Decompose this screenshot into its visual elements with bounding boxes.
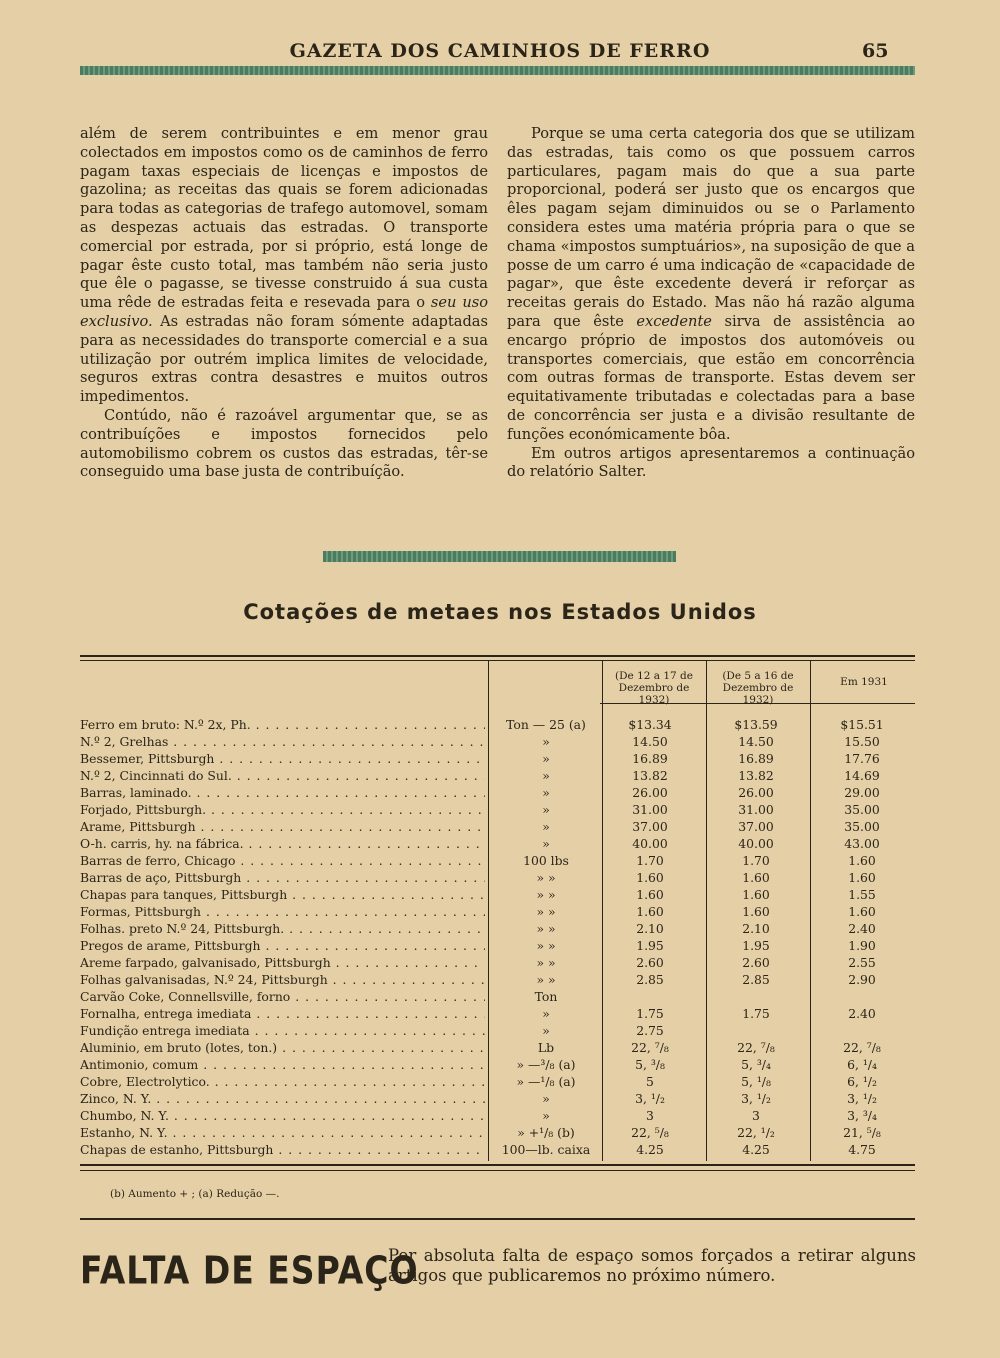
row-value-3: 1.90 xyxy=(848,938,876,953)
row-name: Zinco, N. Y. . . . xyxy=(80,1091,485,1106)
row-name: Ferro em bruto: N.º 2x, Ph. . . . xyxy=(80,717,485,732)
article-right-paragraph-2: Em outros artigos apresentaremos a continuação do relatório Salter. xyxy=(507,444,915,481)
row-name: Folhas galvanisadas, N.º 24, Pittsburgh . . . xyxy=(80,972,485,987)
row-value-2: 2.85 xyxy=(742,972,770,987)
row-value-1: 2.75 xyxy=(636,1023,664,1038)
row-value-3: 15.50 xyxy=(844,734,880,749)
row-value-1: 5 xyxy=(646,1074,654,1089)
table-row xyxy=(0,853,1000,870)
row-value-2: 16.89 xyxy=(738,751,774,766)
row-value-1: 31.00 xyxy=(632,802,668,817)
article-column-left xyxy=(80,125,488,482)
row-value-2: 5, ¹/₈ xyxy=(741,1074,771,1089)
row-unit: » » xyxy=(536,887,556,902)
table-row xyxy=(0,1006,1000,1023)
row-unit: Ton — 25 (a) xyxy=(506,717,586,732)
row-unit: » xyxy=(542,802,550,817)
row-value-1: 14.50 xyxy=(632,734,668,749)
text-run: sirva de assistência ao encargo próprio de impostos dos automóveis ou transportes comerciais, que estão em concorrência com outras formas de transporte. Estas devem ser equitativamente tributadas e colectadas para a base de concorrência ser justa e a divisão resultante de funções económicamente bôa. xyxy=(507,312,915,443)
table-bottom-rule-thin xyxy=(80,1170,915,1171)
row-value-3: 14.69 xyxy=(844,768,880,783)
row-value-2: 1.60 xyxy=(742,870,770,885)
row-name: Fornalha, entrega imediata . . . xyxy=(80,1006,485,1021)
table-row xyxy=(0,989,1000,1006)
row-name: Fundição entrega imediata . . . xyxy=(80,1023,485,1038)
row-value-2: 22, ⁷/₈ xyxy=(737,1040,775,1055)
row-value-1: 1.60 xyxy=(636,870,664,885)
row-value-2: 37.00 xyxy=(738,819,774,834)
row-value-2: 13.82 xyxy=(738,768,774,783)
table-row xyxy=(0,802,1000,819)
article-column-right xyxy=(507,125,915,482)
article-left-paragraph-2: Contúdo, não é razoável argumentar que, se as contribuíções e impostos fornecidos pelo automobilismo cobrem os custos das estradas, têr-se conseguido uma base justa de contribuíção. xyxy=(80,406,488,481)
row-value-3: 1.60 xyxy=(848,853,876,868)
row-unit: » xyxy=(542,751,550,766)
row-name: Pregos de arame, Pittsburgh . . . xyxy=(80,938,485,953)
page-number: 65 xyxy=(862,40,889,62)
table-row xyxy=(0,717,1000,734)
row-name: N.º 2, Cincinnati do Sul. . . . xyxy=(80,768,485,783)
row-value-3: 35.00 xyxy=(844,819,880,834)
table-row xyxy=(0,734,1000,751)
row-value-1: 37.00 xyxy=(632,819,668,834)
row-value-3: 6, ¹/₄ xyxy=(847,1057,877,1072)
row-value-3: 43.00 xyxy=(844,836,880,851)
row-name: Chapas de estanho, Pittsburgh . . . xyxy=(80,1142,485,1157)
row-value-1: $13.34 xyxy=(628,717,672,732)
row-unit: » xyxy=(542,785,550,800)
row-name: Barras, laminado. . . . xyxy=(80,785,485,800)
row-value-1: 1.70 xyxy=(636,853,664,868)
row-unit: » » xyxy=(536,904,556,919)
row-value-1: 16.89 xyxy=(632,751,668,766)
table-row xyxy=(0,751,1000,768)
column-header-2: (De 5 a 16 de Dezembro de 1932) xyxy=(722,670,794,706)
row-value-3: 2.40 xyxy=(848,921,876,936)
row-value-3: 4.75 xyxy=(848,1142,876,1157)
row-value-3: 3, ³/₄ xyxy=(847,1108,877,1123)
row-name: Arame, Pittsburgh . . . xyxy=(80,819,485,834)
notice-text: Por absoluta falta de espaço somos forçados a retirar alguns artigos que publicaremos no próximo número. xyxy=(388,1246,916,1285)
row-value-3: 35.00 xyxy=(844,802,880,817)
row-value-2: 2.60 xyxy=(742,955,770,970)
row-value-1: 13.82 xyxy=(632,768,668,783)
row-value-1: 2.60 xyxy=(636,955,664,970)
table-bottom-rule xyxy=(80,1164,915,1166)
row-unit: Lb xyxy=(537,1040,555,1055)
row-value-2: 1.75 xyxy=(742,1006,770,1021)
row-value-3: 17.76 xyxy=(844,751,880,766)
row-unit: » xyxy=(542,1108,550,1123)
row-name: Forjado, Pittsburgh. . . . xyxy=(80,802,485,817)
header-rule xyxy=(80,66,915,75)
column-header-1: (De 12 a 17 de Dezembro de 1932) xyxy=(615,670,693,706)
row-value-3: 1.60 xyxy=(848,870,876,885)
row-value-1: 5, ³/₈ xyxy=(635,1057,665,1072)
row-unit: » —¹/₈ (a) xyxy=(516,1074,576,1089)
row-name: Chapas para tanques, Pittsburgh . . . xyxy=(80,887,485,902)
row-name: Estanho, N. Y. . . . xyxy=(80,1125,485,1140)
row-name: O-h. carris, hy. na fábrica. . . . xyxy=(80,836,485,851)
notice-rule xyxy=(80,1218,915,1220)
row-value-3: 2.55 xyxy=(848,955,876,970)
row-value-1: 1.60 xyxy=(636,887,664,902)
table-row xyxy=(0,955,1000,972)
row-name: Antimonio, comum . . . xyxy=(80,1057,485,1072)
row-name: Barras de ferro, Chicago . . . xyxy=(80,853,485,868)
row-unit: » » xyxy=(536,938,556,953)
row-value-3: 1.55 xyxy=(848,887,876,902)
table-row xyxy=(0,1057,1000,1074)
emphasis-text: excedente xyxy=(636,312,712,330)
row-unit: » xyxy=(542,1023,550,1038)
row-name: Chumbo, N. Y. . . . xyxy=(80,1108,485,1123)
row-name: Cobre, Electrolytico. . . . xyxy=(80,1074,485,1089)
article-left-paragraph-1 xyxy=(80,125,488,407)
row-unit: » +¹/₈ (b) xyxy=(517,1125,575,1140)
table-row xyxy=(0,921,1000,938)
row-value-1: 4.25 xyxy=(636,1142,664,1157)
row-value-3: 2.40 xyxy=(848,1006,876,1021)
row-value-1: 22, ⁵/₈ xyxy=(631,1125,669,1140)
table-row xyxy=(0,1125,1000,1142)
row-value-3: 22, ⁷/₈ xyxy=(843,1040,881,1055)
text-run: além de serem contribuintes e em menor grau colectados em impostos como os de caminhos de ferro pagam taxas especiais de licenças e impostos de gazolina; as receitas das quais se forem adicionadas para todas as categorias de trafego automovel, somam as despezas actuais das estradas. O transporte comercial por estrada, por si próprio, está longe de pagar êste custo total, mas também não seria justo que êle o pagasse, se tivesse construido á sua custa uma rêde de estradas feita e resevada para o xyxy=(80,125,488,312)
table-row xyxy=(0,1023,1000,1040)
column-header-3: Em 1931 xyxy=(840,676,888,688)
row-value-1: 22, ⁷/₈ xyxy=(631,1040,669,1055)
row-value-1: 1.60 xyxy=(636,904,664,919)
row-value-2: 26.00 xyxy=(738,785,774,800)
row-unit: » xyxy=(542,819,550,834)
row-name: Barras de aço, Pittsburgh . . . xyxy=(80,870,485,885)
emphasis-text: seu uso exclusivo. xyxy=(80,294,488,330)
row-unit: » xyxy=(542,768,550,783)
row-value-2: 1.60 xyxy=(742,887,770,902)
table-footnote: (b) Aumento + ; (a) Redução —. xyxy=(110,1188,280,1200)
row-value-1: 3, ¹/₂ xyxy=(635,1091,665,1106)
row-unit: » » xyxy=(536,870,556,885)
text-run: Porque se uma certa categoria dos que se utilizam das estradas, tais como os que possuem carros particulares, pagam mais do que a sua parte proporcional, poderá ser justo que os encargos que êles pagam sejam diminuidos ou se o Parlamento considera estes uma matéria própria para o que se chama «impostos sumptuários», na suposição de que a posse de um carro é uma indicação de «capacidade de pagar», que êste excedente deverá ir reforçar as receitas gerais do Estado. Mas não há razão alguma para que êste xyxy=(507,125,915,330)
table-row xyxy=(0,1040,1000,1057)
row-value-1: 26.00 xyxy=(632,785,668,800)
table-row xyxy=(0,1091,1000,1108)
row-value-1: 2.10 xyxy=(636,921,664,936)
section-divider xyxy=(323,551,676,562)
row-value-1: 1.95 xyxy=(636,938,664,953)
row-unit: » » xyxy=(536,955,556,970)
row-value-1: 2.85 xyxy=(636,972,664,987)
table-row xyxy=(0,1142,1000,1159)
row-name: Bessemer, Pittsburgh . . . xyxy=(80,751,485,766)
row-unit: » xyxy=(542,1091,550,1106)
row-unit: Ton xyxy=(534,989,558,1004)
row-value-3: 29.00 xyxy=(844,785,880,800)
row-value-2: 2.10 xyxy=(742,921,770,936)
row-value-2: 3, ¹/₂ xyxy=(741,1091,771,1106)
row-value-3: 6, ¹/₂ xyxy=(847,1074,877,1089)
table-row xyxy=(0,972,1000,989)
row-value-3: 21, ⁵/₈ xyxy=(843,1125,881,1140)
table-row xyxy=(0,768,1000,785)
row-value-3: 3, ¹/₂ xyxy=(847,1091,877,1106)
row-value-1: 1.75 xyxy=(636,1006,664,1021)
table-row xyxy=(0,870,1000,887)
row-name: Aluminio, em bruto (lotes, ton.) . . . xyxy=(80,1040,485,1055)
row-value-2: $13.59 xyxy=(734,717,778,732)
text-run: As estradas não foram sómente adaptadas para as necessidades do transporte comercial e a sua utilização por outrém implica limites de velocidade, seguros extras contra desastres e muitos outros impedimentos. xyxy=(80,312,488,406)
row-value-2: 31.00 xyxy=(738,802,774,817)
row-value-2: 1.95 xyxy=(742,938,770,953)
row-unit: 100 lbs xyxy=(523,853,569,868)
table-top-rule-thin xyxy=(80,660,915,661)
table-row xyxy=(0,785,1000,802)
row-name: Areme farpado, galvanisado, Pittsburgh . . . xyxy=(80,955,485,970)
row-unit: » xyxy=(542,836,550,851)
table-row xyxy=(0,1074,1000,1091)
row-value-2: 3 xyxy=(752,1108,760,1123)
notice-heading: FALTA DE ESPAÇO xyxy=(80,1248,419,1293)
row-value-3: $15.51 xyxy=(840,717,884,732)
row-value-3: 1.60 xyxy=(848,904,876,919)
row-value-2: 22, ¹/₂ xyxy=(737,1125,775,1140)
row-unit: » xyxy=(542,1006,550,1021)
table-row xyxy=(0,836,1000,853)
row-value-3: 2.90 xyxy=(848,972,876,987)
table-row xyxy=(0,819,1000,836)
row-value-2: 1.70 xyxy=(742,853,770,868)
header-title: GAZETA DOS CAMINHOS DE FERRO xyxy=(289,40,711,62)
row-name: N.º 2, Grelhas . . . xyxy=(80,734,485,749)
row-value-2: 40.00 xyxy=(738,836,774,851)
table-top-rule xyxy=(80,655,915,657)
table-row xyxy=(0,904,1000,921)
row-name: Formas, Pittsburgh . . . xyxy=(80,904,485,919)
row-unit: » » xyxy=(536,921,556,936)
row-value-2: 14.50 xyxy=(738,734,774,749)
row-unit: » » xyxy=(536,972,556,987)
row-name: Folhas. preto N.º 24, Pittsburgh. . . . xyxy=(80,921,485,936)
row-value-2: 4.25 xyxy=(742,1142,770,1157)
row-name: Carvão Coke, Connellsville, forno . . . xyxy=(80,989,485,1004)
table-row xyxy=(0,887,1000,904)
row-unit: » —³/₈ (a) xyxy=(516,1057,576,1072)
article-right-paragraph-1 xyxy=(507,125,915,445)
row-value-2: 1.60 xyxy=(742,904,770,919)
row-value-2: 5, ³/₄ xyxy=(741,1057,771,1072)
row-value-1: 40.00 xyxy=(632,836,668,851)
row-unit: 100—lb. caixa xyxy=(501,1142,591,1157)
table-row xyxy=(0,1108,1000,1125)
row-unit: » xyxy=(542,734,550,749)
row-value-1: 3 xyxy=(646,1108,654,1123)
table-row xyxy=(0,938,1000,955)
table-title: Cotações de metaes nos Estados Unidos xyxy=(243,600,757,624)
